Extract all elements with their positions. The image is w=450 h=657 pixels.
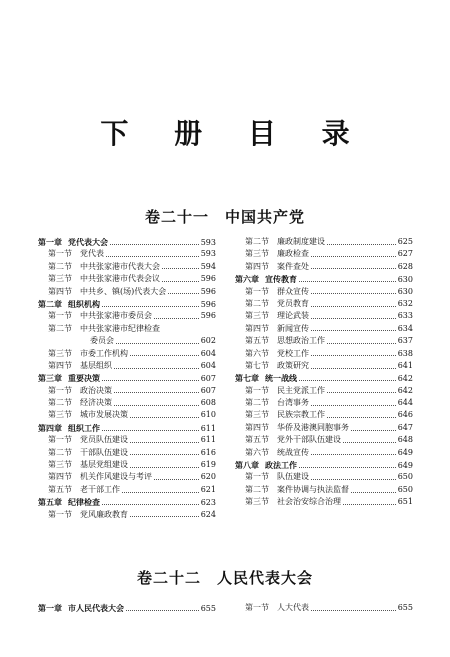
- entry-title: 组织机构: [68, 298, 100, 309]
- volume-name: 人民代表大会: [217, 569, 314, 587]
- entry-page-number: 649: [397, 461, 413, 471]
- dot-leader: [327, 343, 396, 344]
- entry-title: 台湾事务: [277, 398, 309, 408]
- entry-title: 党外干部队伍建设: [277, 435, 341, 445]
- dot-leader: [311, 306, 396, 307]
- entry-number: 第二节: [48, 261, 72, 271]
- entry-number: 第一章: [38, 237, 62, 247]
- entry-page-number: 596: [200, 299, 216, 309]
- dot-leader: [343, 442, 396, 443]
- entry-title: 党代表大会: [68, 237, 108, 247]
- entry-page-number: 632: [397, 298, 413, 308]
- entry-number: 第四节: [48, 472, 72, 482]
- toc-section-entry: [235, 484, 413, 496]
- toc-chapter-entry: [235, 372, 413, 384]
- toc-column-right: [235, 602, 413, 614]
- volume-name: 中国共产党: [225, 208, 306, 226]
- dot-leader: [343, 504, 396, 505]
- entry-title: 中共张家港市代表大会: [80, 261, 160, 271]
- dot-leader: [311, 479, 396, 480]
- entry-page-number: 638: [397, 348, 413, 358]
- entry-page-number: 611: [200, 423, 216, 433]
- dot-leader: [311, 330, 396, 331]
- dot-leader: [154, 479, 199, 480]
- dot-leader: [327, 392, 396, 393]
- toc-section-entry: [38, 261, 216, 273]
- entry-title: 党代表: [80, 249, 104, 259]
- entry-number: 第六节: [245, 348, 269, 358]
- dot-leader: [102, 380, 199, 381]
- entry-page-number: 627: [397, 249, 413, 259]
- entry-title: 队伍建设: [277, 472, 309, 482]
- dot-leader: [311, 256, 396, 257]
- dot-leader: [299, 281, 396, 282]
- dot-leader: [311, 454, 396, 455]
- entry-page-number: 604: [200, 348, 216, 358]
- toc-chapter-entry: [38, 496, 216, 508]
- entry-page-number: 637: [397, 336, 413, 346]
- dot-leader: [130, 442, 199, 443]
- toc-chapter-entry: [235, 459, 413, 471]
- entry-number: 第四节: [48, 286, 72, 296]
- entry-title: 机关作风建设与考评: [80, 472, 152, 482]
- entry-title: 纪律检查: [68, 497, 100, 508]
- entry-title: 统战宣传: [277, 447, 309, 457]
- entry-number: 第二章: [38, 298, 62, 309]
- entry-page-number: 594: [200, 261, 216, 271]
- entry-title: 基层组织: [80, 360, 112, 370]
- entry-number: 第二节: [245, 398, 269, 408]
- entry-title: 民族宗教工作: [277, 410, 325, 420]
- dot-leader: [311, 355, 396, 356]
- entry-page-number: 655: [200, 604, 216, 613]
- dot-leader: [162, 268, 199, 269]
- toc-section-entry: [38, 360, 216, 372]
- entry-title: 中共乡、镇(场)代表大会: [80, 286, 167, 296]
- entry-page-number: 611: [200, 435, 216, 445]
- entry-page-number: 630: [397, 286, 413, 296]
- entry-title: 中共张家港市代表会议: [80, 274, 160, 284]
- entry-title: 中共张家港市委员会: [80, 311, 152, 321]
- entry-title: 宣传教育: [265, 274, 297, 285]
- dot-leader: [102, 306, 199, 307]
- entry-page-number: 607: [200, 385, 216, 395]
- entry-number: 第一节: [48, 311, 72, 321]
- entry-number: 第一节: [245, 385, 269, 395]
- toc-section-entry: [38, 248, 216, 260]
- dot-leader: [114, 368, 199, 369]
- toc-column-left: [38, 236, 216, 521]
- toc-section-entry: [235, 385, 413, 397]
- entry-page-number: 628: [397, 261, 413, 271]
- entry-number: 第三节: [245, 410, 269, 420]
- dot-leader: [311, 293, 396, 294]
- entry-number: 第四节: [48, 360, 72, 370]
- entry-title: 市委工作机构: [80, 348, 128, 358]
- entry-title: 新闻宣传: [277, 323, 309, 333]
- dot-leader: [130, 467, 199, 468]
- toc-section-entry: [38, 385, 216, 397]
- dot-leader: [311, 368, 396, 369]
- page-title: 下 册 目 录: [100, 117, 368, 150]
- entry-number: 第七章: [235, 373, 259, 384]
- entry-number: 第三节: [245, 249, 269, 259]
- entry-number: 第三节: [48, 348, 72, 358]
- entry-page-number: 596: [200, 311, 216, 321]
- entry-title: 重要决策: [68, 373, 100, 384]
- entry-page-number: 648: [397, 435, 413, 445]
- toc-section-entry: [38, 471, 216, 483]
- dot-leader: [327, 417, 396, 418]
- toc-section-entry: [38, 335, 216, 347]
- dot-leader: [130, 516, 199, 517]
- entry-title: 城市发展决策: [80, 410, 128, 420]
- entry-page-number: 593: [200, 249, 216, 259]
- toc-section-entry: [235, 298, 413, 310]
- entry-title: 统一战线: [265, 373, 297, 384]
- entry-number: 第四章: [38, 422, 62, 433]
- entry-number: 第一节: [48, 385, 72, 395]
- entry-number: 第六节: [245, 447, 269, 457]
- dot-leader: [130, 454, 199, 455]
- entry-number: 第三章: [38, 373, 62, 384]
- toc-section-entry: [38, 348, 216, 360]
- dot-leader: [114, 392, 199, 393]
- entry-title: 政治决策: [80, 385, 112, 395]
- entry-page-number: 625: [397, 237, 413, 246]
- entry-title: 组织工作: [68, 422, 100, 433]
- toc-chapter-entry: [235, 273, 413, 285]
- toc-chapter-entry: [38, 372, 216, 384]
- toc-section-entry: [38, 484, 216, 496]
- dot-leader: [351, 430, 396, 431]
- entry-title: 中共张家港市纪律检查: [80, 323, 160, 333]
- entry-title: 案件协调与执法监督: [277, 484, 349, 494]
- toc-section-entry: [235, 286, 413, 298]
- entry-number: 第四节: [245, 422, 269, 432]
- toc-section-entry: [38, 409, 216, 421]
- entry-title: 廉政检查: [277, 249, 309, 259]
- toc-column-right: [235, 236, 413, 509]
- dot-leader: [102, 430, 199, 431]
- toc-section-entry: [38, 509, 216, 521]
- entry-title: 委员会: [90, 336, 114, 346]
- entry-page-number: 621: [200, 484, 216, 494]
- toc-chapter-entry: [38, 602, 216, 614]
- dot-leader: [106, 256, 199, 257]
- entry-page-number: 604: [200, 360, 216, 370]
- entry-number: 第二节: [245, 484, 269, 494]
- entry-title: 政法工作: [265, 460, 297, 471]
- entry-page-number: 655: [397, 603, 413, 612]
- dot-leader: [168, 293, 198, 294]
- entry-number: 第一节: [245, 472, 269, 482]
- toc-section-entry: [235, 323, 413, 335]
- toc-section-entry: [235, 496, 413, 508]
- entry-number: 第二节: [245, 298, 269, 308]
- dot-leader: [122, 492, 199, 493]
- entry-number: 第五节: [48, 484, 72, 494]
- entry-title: 党员队伍建设: [80, 435, 128, 445]
- volume-heading: [0, 567, 450, 588]
- entry-page-number: 630: [397, 275, 413, 285]
- entry-number: 第四节: [245, 323, 269, 333]
- entry-number: 第二节: [245, 237, 269, 246]
- entry-number: 第七节: [245, 360, 269, 370]
- dot-leader: [102, 504, 199, 505]
- dot-leader: [154, 318, 199, 319]
- entry-number: 第六章: [235, 274, 259, 285]
- entry-page-number: 649: [397, 447, 413, 457]
- dot-leader: [130, 417, 199, 418]
- entry-title: 经济决策: [80, 398, 112, 408]
- entry-title: 党校工作: [277, 348, 309, 358]
- entry-page-number: 619: [200, 460, 216, 470]
- entry-title: 基层党组建设: [80, 460, 128, 470]
- dot-leader: [299, 467, 396, 468]
- toc-section-entry: [38, 310, 216, 322]
- entry-title: 理论武装: [277, 311, 309, 321]
- dot-leader: [311, 268, 396, 269]
- dot-leader: [311, 405, 396, 406]
- entry-title: 民主党派工作: [277, 385, 325, 395]
- entry-title: 干部队伍建设: [80, 447, 128, 457]
- entry-page-number: 651: [397, 497, 413, 507]
- entry-number: 第五章: [38, 497, 62, 508]
- entry-number: 第一章: [38, 603, 62, 613]
- entry-number: 第三节: [48, 410, 72, 420]
- dot-leader: [311, 610, 396, 611]
- entry-title: 社会治安综合治理: [277, 497, 341, 507]
- entry-page-number: 610: [200, 410, 216, 420]
- entry-number: 第一节: [245, 603, 269, 612]
- entry-page-number: 650: [397, 484, 413, 494]
- toc-section-entry: [235, 422, 413, 434]
- dot-leader: [110, 244, 199, 245]
- entry-page-number: 642: [397, 385, 413, 395]
- entry-number: 第三节: [245, 311, 269, 321]
- toc-section-entry: [235, 397, 413, 409]
- entry-page-number: 596: [200, 286, 216, 296]
- entry-number: 第二节: [48, 323, 72, 333]
- entry-title: 市人民代表大会: [68, 603, 124, 613]
- toc-section-entry: [38, 273, 216, 285]
- dot-leader: [114, 405, 199, 406]
- entry-page-number: 602: [200, 336, 216, 346]
- entry-page-number: 646: [397, 410, 413, 420]
- entry-number: 第二节: [48, 398, 72, 408]
- entry-page-number: 647: [397, 422, 413, 432]
- entry-page-number: 593: [200, 238, 216, 247]
- toc-chapter-entry: [38, 236, 216, 248]
- entry-title: 廉政制度建设: [277, 237, 325, 246]
- toc-section-entry: [235, 360, 413, 372]
- toc-section-entry: [235, 261, 413, 273]
- dot-leader: [130, 355, 199, 356]
- toc-section-entry: [235, 248, 413, 260]
- dot-leader: [351, 492, 396, 493]
- toc-section-entry: [235, 434, 413, 446]
- dot-leader: [116, 343, 199, 344]
- entry-number: 第一节: [48, 249, 72, 259]
- entry-page-number: 650: [397, 472, 413, 482]
- dot-leader: [327, 244, 396, 245]
- entry-page-number: 634: [397, 323, 413, 333]
- entry-number: 第三节: [48, 460, 72, 470]
- volume-label: 卷二十一: [144, 208, 209, 226]
- toc-section-entry: [38, 323, 216, 335]
- toc-section-entry: [235, 471, 413, 483]
- entry-number: 第三节: [245, 497, 269, 507]
- dot-leader: [126, 610, 199, 611]
- toc-section-entry: [235, 236, 413, 248]
- entry-page-number: 596: [200, 274, 216, 284]
- toc-section-entry: [235, 310, 413, 322]
- entry-title: 案件查处: [277, 261, 309, 271]
- entry-number: 第四节: [245, 261, 269, 271]
- entry-title: 政策研究: [277, 360, 309, 370]
- toc-section-entry: [38, 397, 216, 409]
- entry-title: 人大代表: [277, 603, 309, 612]
- entry-number: 第二节: [48, 447, 72, 457]
- entry-page-number: 633: [397, 311, 413, 321]
- entry-number: 第一节: [48, 509, 72, 519]
- toc-section-entry: [235, 447, 413, 459]
- entry-number: 第八章: [235, 460, 259, 471]
- toc-section-entry: [235, 409, 413, 421]
- toc-section-entry: [38, 459, 216, 471]
- entry-page-number: 607: [200, 374, 216, 384]
- entry-page-number: 641: [397, 360, 413, 370]
- entry-number: 第一节: [245, 286, 269, 296]
- toc-section-entry: [235, 348, 413, 360]
- entry-page-number: 642: [397, 374, 413, 384]
- toc-section-entry: [38, 286, 216, 298]
- entry-number: 第五节: [245, 336, 269, 346]
- entry-page-number: 616: [200, 447, 216, 457]
- entry-title: 老干部工作: [80, 484, 120, 494]
- entry-title: 党员教育: [277, 298, 309, 308]
- entry-page-number: 620: [200, 472, 216, 482]
- toc-column-left: [38, 602, 216, 614]
- entry-title: 思想政治工作: [277, 336, 325, 346]
- toc-chapter-entry: [38, 422, 216, 434]
- toc-section-entry: [38, 447, 216, 459]
- volume-heading: [0, 206, 450, 227]
- entry-page-number: 623: [200, 498, 216, 508]
- entry-page-number: 644: [397, 398, 413, 408]
- entry-number: 第三节: [48, 274, 72, 284]
- entry-title: 群众宣传: [277, 286, 309, 296]
- volume-label: 卷二十二: [136, 569, 201, 587]
- dot-leader: [162, 281, 199, 282]
- toc-section-entry: [235, 602, 413, 614]
- dot-leader: [311, 318, 396, 319]
- entry-page-number: 624: [200, 509, 216, 519]
- dot-leader: [299, 380, 396, 381]
- entry-number: 第一节: [48, 435, 72, 445]
- entry-title: 党风廉政教育: [80, 509, 128, 519]
- toc-section-entry: [38, 434, 216, 446]
- entry-page-number: 608: [200, 398, 216, 408]
- entry-title: 华侨及港澳同胞事务: [277, 422, 349, 432]
- toc-chapter-entry: [38, 298, 216, 310]
- toc-section-entry: [235, 335, 413, 347]
- entry-number: 第五节: [245, 435, 269, 445]
